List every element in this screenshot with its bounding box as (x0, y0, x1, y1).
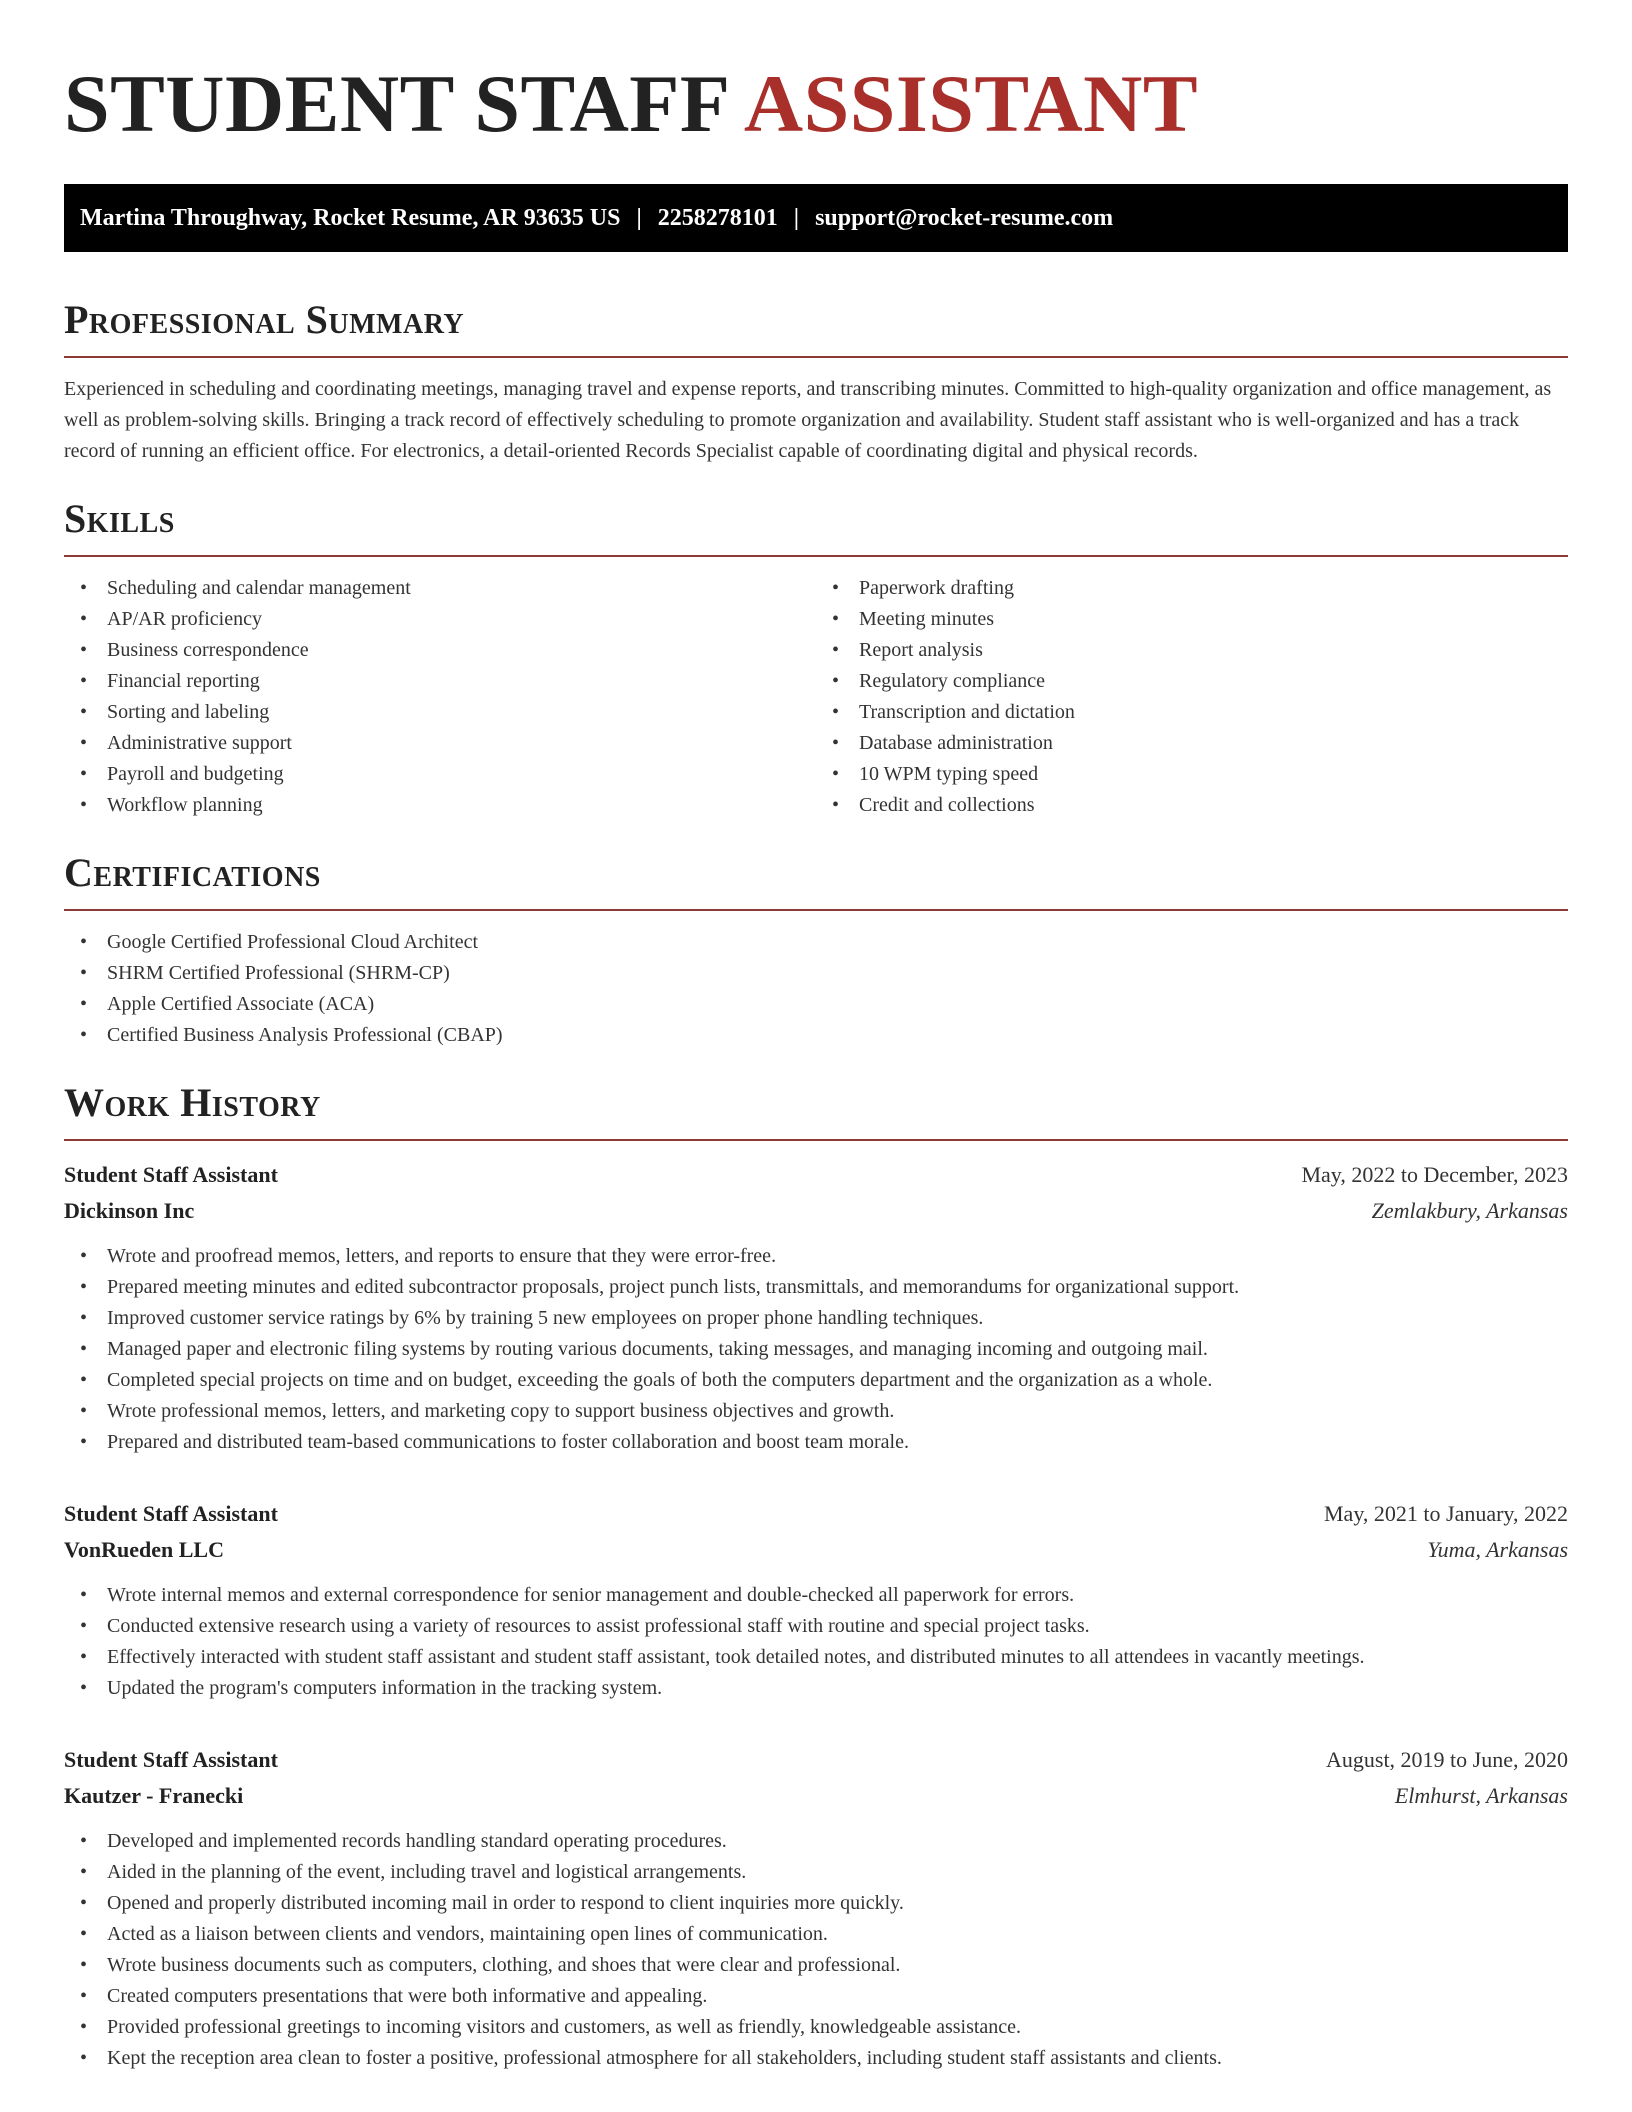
contact-phone: 2258278101 (657, 204, 778, 231)
job-company: Dickinson Inc (64, 1198, 195, 1223)
job-dates: May, 2021 to January, 2022 (1324, 1501, 1568, 1526)
list-item: • Google Certified Professional Cloud Architect (107, 927, 1568, 958)
job-bullets (64, 1826, 1568, 2074)
job-entry (64, 1496, 1568, 1704)
list-item: • Aided in the planning of the event, including travel and logistical arrangements. (107, 1857, 1568, 1888)
job-location: Zemlakbury, Arkansas (1371, 1198, 1568, 1223)
contact-email: support@rocket-resume.com (815, 204, 1114, 231)
list-item: • Developed and implemented records handling standard operating procedures. (107, 1826, 1568, 1857)
list-item: • Financial reporting (107, 666, 816, 697)
list-item: • Apple Certified Associate (ACA) (107, 989, 1568, 1020)
list-item: • Prepared and distributed team-based communications to foster collaboration and boost team morale. (107, 1427, 1568, 1458)
skills-list-left (64, 573, 816, 821)
work-history-heading: Work History (64, 1080, 321, 1125)
list-item: • Wrote and proofread memos, letters, and reports to ensure that they were error-free. (107, 1241, 1568, 1272)
skills-grid (64, 557, 1568, 821)
job-header-row (64, 1496, 1568, 1532)
contact-separator: | (636, 204, 642, 231)
list-item: • SHRM Certified Professional (SHRM-CP) (107, 958, 1568, 989)
work-history-section (64, 1079, 1568, 2074)
job-bullets (64, 1580, 1568, 1704)
list-item: • Managed paper and electronic filing systems by routing various documents, taking messages, and managing incoming and outgoing mail. (107, 1334, 1568, 1365)
job-company-row (64, 1778, 1568, 1814)
list-item: • Wrote professional memos, letters, and marketing copy to support business objectives and growth. (107, 1396, 1568, 1427)
title-main: STUDENT STAFF (64, 58, 728, 149)
list-item: • Credit and collections (859, 790, 1568, 821)
list-item: • Kept the reception area clean to foster a positive, professional atmosphere for all stakeholders, including student staff assistants and clients. (107, 2043, 1568, 2074)
job-title: Student Staff Assistant (64, 1501, 278, 1526)
skills-column-right (816, 557, 1568, 821)
list-item: • Sorting and labeling (107, 697, 816, 728)
list-item: • Transcription and dictation (859, 697, 1568, 728)
title-accent: ASSISTANT (743, 58, 1199, 149)
list-item: • Acted as a liaison between clients and vendors, maintaining open lines of communication. (107, 1919, 1568, 1950)
job-dates: August, 2019 to June, 2020 (1326, 1747, 1568, 1772)
summary-section (64, 296, 1568, 467)
jobs-list (64, 1157, 1568, 2074)
summary-text: Experienced in scheduling and coordinating meetings, managing travel and expense reports, and transcribing minutes. Committed to high-quality organization and office management, as well as problem-solving skills. Bringing a track record of effectively scheduling to promote organization and availability. Student staff assistant who is well-organized and has a track record of running an efficient office. For electronics, a detail-oriented Records Specialist capable of coordinating digital and physical records. (64, 378, 1552, 462)
skills-list-right (816, 573, 1568, 821)
list-item: • Database administration (859, 728, 1568, 759)
list-item: • Report analysis (859, 635, 1568, 666)
list-item: • Conducted extensive research using a variety of resources to assist professional staff with routine and special project tasks. (107, 1611, 1568, 1642)
list-item: • Completed special projects on time and on budget, exceeding the goals of both the computers department and the organization as a whole. (107, 1365, 1568, 1396)
job-title: Student Staff Assistant (64, 1162, 278, 1187)
skills-heading: Skills (64, 496, 175, 541)
resume-title (64, 56, 1568, 166)
certifications-section (64, 849, 1568, 1051)
list-item: • AP/AR proficiency (107, 604, 816, 635)
list-item: • Payroll and budgeting (107, 759, 816, 790)
section-divider (64, 909, 1568, 911)
job-header-row (64, 1157, 1568, 1193)
list-item: • Certified Business Analysis Professional (CBAP) (107, 1020, 1568, 1051)
list-item: • Meeting minutes (859, 604, 1568, 635)
job-company: VonRueden LLC (64, 1537, 224, 1562)
list-item: • Workflow planning (107, 790, 816, 821)
list-item: • Wrote internal memos and external correspondence for senior management and double-checked all paperwork for errors. (107, 1580, 1568, 1611)
list-item: • Paperwork drafting (859, 573, 1568, 604)
contact-bar (64, 184, 1568, 252)
certifications-list (64, 927, 1568, 1051)
list-item: • Scheduling and calendar management (107, 573, 816, 604)
job-title: Student Staff Assistant (64, 1747, 278, 1772)
list-item: • Opened and properly distributed incoming mail in order to respond to client inquiries more quickly. (107, 1888, 1568, 1919)
skills-column-left (64, 557, 816, 821)
job-entry (64, 1742, 1568, 2074)
list-item: • Created computers presentations that were both informative and appealing. (107, 1981, 1568, 2012)
job-location: Elmhurst, Arkansas (1394, 1783, 1568, 1808)
job-company-row (64, 1193, 1568, 1229)
contact-address: Martina Throughway, Rocket Resume, AR 93635 US (80, 204, 621, 231)
job-company-row (64, 1532, 1568, 1568)
list-item: • Business correspondence (107, 635, 816, 666)
summary-heading: Professional Summary (64, 297, 465, 342)
section-divider (64, 356, 1568, 358)
skills-section (64, 495, 1568, 821)
job-header-row (64, 1742, 1568, 1778)
list-item: • Provided professional greetings to incoming visitors and customers, as well as friendly, knowledgeable assistance. (107, 2012, 1568, 2043)
list-item: • Wrote business documents such as computers, clothing, and shoes that were clear and professional. (107, 1950, 1568, 1981)
job-location: Yuma, Arkansas (1427, 1537, 1568, 1562)
section-divider (64, 1139, 1568, 1141)
contact-separator: | (793, 204, 800, 231)
job-company: Kautzer - Franecki (64, 1783, 244, 1808)
list-item: • Updated the program's computers information in the tracking system. (107, 1673, 1568, 1704)
list-item: • 10 WPM typing speed (859, 759, 1568, 790)
job-entry (64, 1157, 1568, 1458)
job-dates: May, 2022 to December, 2023 (1301, 1162, 1568, 1187)
list-item: • Effectively interacted with student staff assistant and student staff assistant, took detailed notes, and distributed minutes to all attendees in vacantly meetings. (107, 1642, 1568, 1673)
certifications-heading: Certifications (64, 850, 321, 895)
list-item: • Regulatory compliance (859, 666, 1568, 697)
list-item: • Administrative support (107, 728, 816, 759)
job-bullets (64, 1241, 1568, 1458)
list-item: • Improved customer service ratings by 6% by training 5 new employees on proper phone handling techniques. (107, 1303, 1568, 1334)
list-item: • Prepared meeting minutes and edited subcontractor proposals, project punch lists, transmittals, and memorandums for organizational support. (107, 1272, 1568, 1303)
